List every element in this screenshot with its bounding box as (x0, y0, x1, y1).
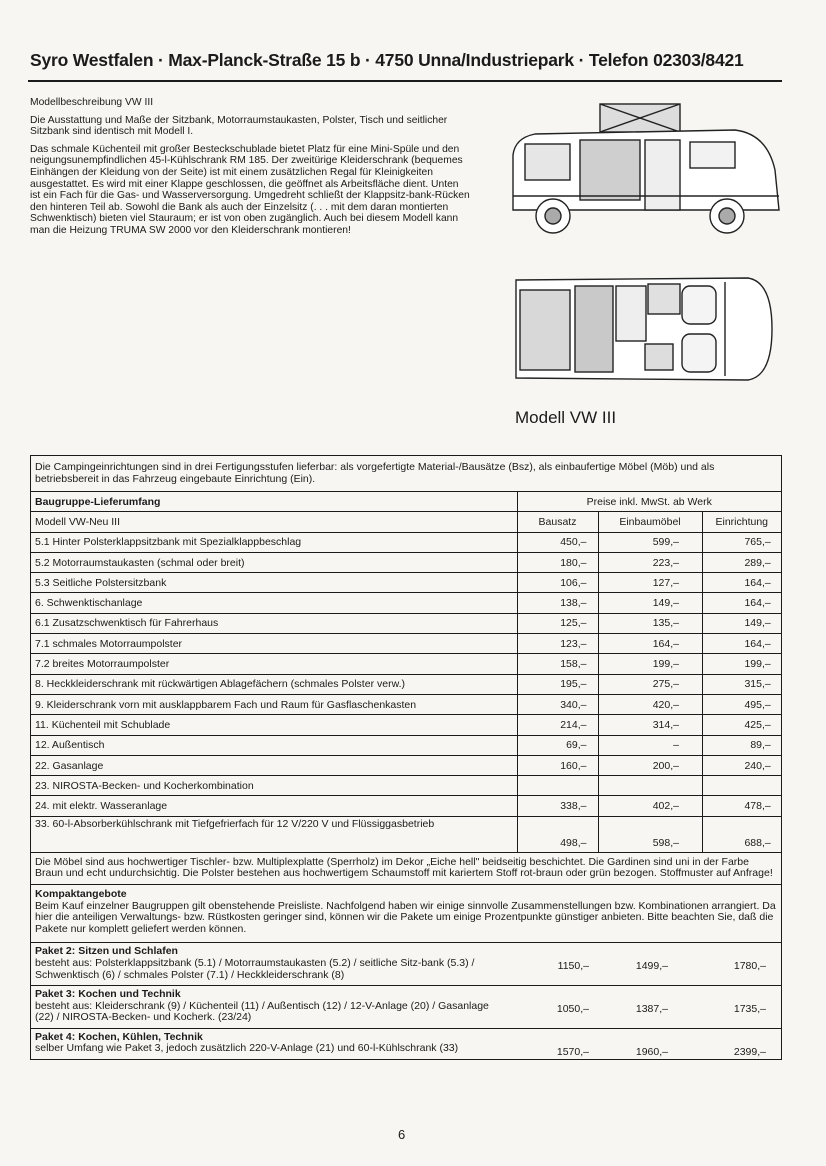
price-bausatz: 340,– (560, 698, 587, 711)
price-einrichtung: 164,– (744, 637, 771, 650)
table-header-row (31, 492, 781, 512)
price-einbaumoebel: 599,– (652, 536, 679, 549)
paket-price-einbaumoebel: 1387,– (635, 1003, 668, 1016)
price-einrichtung: 425,– (744, 718, 771, 731)
price-bausatz: 125,– (560, 617, 587, 630)
price-bausatz: 498,– (560, 836, 587, 849)
row-label: 7.1 schmales Motorraumpolster (31, 634, 517, 654)
paket-text: besteht aus: Kleiderschrank (9) / Küchenteil (11) / Außentisch (12) / 12-V-Anlage (20) / Gasanlage (22) / NIROSTA-Becken- und Kocherk. (23/24) (35, 999, 489, 1024)
description-title: Modellbeschreibung VW III (30, 97, 154, 108)
description-paragraph-1: Die Ausstattung und Maße der Sitzbank, Motorraumstaukasten, Polster, Tisch und seitlicher Sitzbank sind identisch mit Modell I. (30, 114, 448, 138)
column-header-bausatz: Bausatz (517, 512, 598, 532)
paket-3 (31, 985, 781, 1028)
price-bausatz: 195,– (560, 678, 587, 691)
paket-title: Paket 3: Kochen und Technik (35, 988, 181, 1001)
price-einrichtung: 495,– (744, 698, 771, 711)
column-header-einrichtung: Einrichtung (702, 512, 781, 532)
row-label: 5.2 Motorraumstaukasten (schmal oder breit) (31, 552, 517, 572)
price-einrichtung: 164,– (744, 576, 771, 589)
row-label: 22. Gasanlage (31, 755, 517, 775)
price-einrichtung: 688,– (744, 836, 771, 849)
table-row (31, 796, 781, 816)
description-paragraph-2: Das schmale Küchenteil mit großer Besteckschublade bietet Platz für eine Mini-Spüle und den neigungsunempfindlichen 45-l-Kühlschrank RM 185. Der zweitürige Kleiderschrank (bequemes Einhängen der Kleidung von der Seite) ist mit einem zusätzlichen Regal für Kleinigkeiten ausgestattet. Es wird mit einer Klappe geschlossen, die geöffnet als Arbeitsfläche dient. Unten ist ein Fach für die Gas- und Wasserversorgung. Umgedreht schließt der Klappsitz-bank-Rücken den hinteren Teil ab. Sowohl die Bank als auch der Einzelsitz (. . . mit dem daran montierten Schwenktisch) bieten viel Stauraum; er ist von oben zugänglich. Auch bei diesem Modell kann man die Heizung TRUMA SW 2000 vor den Kleiderschrank montieren! (30, 143, 470, 236)
kompakt-text: Beim Kauf einzelner Baugruppen gilt obenstehende Preisliste. Nachfolgend haben wir einige sinnvolle Zusammenstellungen bzw. Kombinationen arrangiert. Da hier die anteiligen Verwaltungs- bzw. Rüstkosten geringer sind, können wir die Pakete um einige Prozentpunkte günstiger anbieten. Bitte beachten Sie, daß die Pakete nur komplett geliefert werden können. (35, 899, 776, 935)
column-header-einbaumoebel: Einbaumöbel (598, 512, 702, 532)
price-einbaumoebel: – (673, 739, 679, 752)
paket-price-einbaumoebel: 1499,– (635, 960, 668, 973)
table-column-header-row (31, 512, 781, 532)
row-label: 7.2 breites Motorraumpolster (31, 654, 517, 674)
price-bausatz: 69,– (566, 739, 587, 752)
model-label: Modell VW III (515, 408, 617, 427)
paket-text: selber Umfang wie Paket 3, jedoch zusätzlich 220-V-Anlage (21) und 60-l-Kühlschrank (33) (35, 1042, 459, 1055)
price-einrichtung: 89,– (750, 739, 771, 752)
price-einbaumoebel: 135,– (652, 617, 679, 630)
paket-2 (31, 942, 781, 985)
header-rule (28, 80, 782, 82)
paket-price-einrichtung: 1735,– (733, 1003, 766, 1016)
row-label: 5.3 Seitliche Polstersitzbank (31, 573, 517, 593)
price-einbaumoebel: 127,– (652, 576, 679, 589)
row-label: 9. Kleiderschrank vorn mit ausklappbarem Fach und Raum für Gasflaschenkasten (31, 694, 517, 714)
price-einbaumoebel: 275,– (652, 678, 679, 691)
row-label: 12. Außentisch (31, 735, 517, 755)
price-table (31, 492, 781, 852)
model-description (30, 97, 470, 243)
price-bausatz: 214,– (560, 718, 587, 731)
kompakt-title: Kompaktangebote (35, 887, 127, 900)
price-einbaumoebel: 598,– (652, 836, 679, 849)
paket-price-einbaumoebel: 1960,– (635, 1045, 668, 1058)
table-row (31, 735, 781, 755)
paket-text: besteht aus: Polsterklappsitzbank (5.1) / Motorraumstaukasten (5.2) / seitliche Sitz-bank (5.3) / Schwenktisch (6) / schmales Polster (7.1) / Heckkleiderschrank (8) (35, 956, 475, 981)
paket-price-einrichtung: 1780,– (733, 960, 766, 973)
table-row (31, 674, 781, 694)
price-einbaumoebel: 402,– (652, 800, 679, 813)
kompakt-section (31, 884, 781, 942)
price-einrichtung: 240,– (744, 759, 771, 772)
table-intro: Die Campingeinrichtungen sind in drei Fertigungsstufen lieferbar: als vorgefertigte Material-/Bausätze (Bsz), als einbaufertige Möbel (Möb) und als betriebsbereit in das Fahrzeug eingebaute Einrichtung (Ein). (31, 456, 781, 492)
row-label: 8. Heckkleiderschrank mit rückwärtigen Ablagefächern (schmales Polster verw.) (31, 674, 517, 694)
table-row (31, 532, 781, 552)
price-bausatz: 106,– (560, 576, 587, 589)
table-row (31, 694, 781, 714)
paket-price-einrichtung: 2399,– (733, 1045, 766, 1058)
company-header: Syro Westfalen · Max-Planck-Straße 15 b · 4750 Unna/Industriepark · Telefon 02303/8421 (30, 50, 744, 70)
van-side-view-illustration (505, 100, 785, 250)
paket-title: Paket 2: Sitzen und Schlafen (35, 945, 178, 958)
row-label: 5.1 Hinter Polsterklappsitzbank mit Spezialklappbeschlag (31, 532, 517, 552)
price-einrichtung: 289,– (744, 556, 771, 569)
price-einbaumoebel: 420,– (652, 698, 679, 711)
price-bausatz: 158,– (560, 658, 587, 671)
row-label: 11. Küchenteil mit Schublade (31, 715, 517, 735)
model-row-label: Modell VW-Neu III (31, 512, 517, 532)
row-label: 33. 60-l-Absorberkühlschrank mit Tiefgefrierfach für 12 V/220 V und Flüssiggasbetrieb (31, 816, 517, 852)
table-row (31, 816, 781, 852)
page-number: 6 (398, 1127, 406, 1142)
price-einbaumoebel: 149,– (652, 597, 679, 610)
price-bausatz: 338,– (560, 800, 587, 813)
price-table-box (30, 455, 782, 1060)
material-note: Die Möbel sind aus hochwertiger Tischler- bzw. Multiplexplatte (Sperrholz) im Dekor „Eiche hell" beidseitig beschichtet. Die Gardinen sind uni in der Farbe Braun und echt undurchsichtig. Die Polster bestehen aus hochwertigem Schaumstoff mit kariertem Stoff rot-braun oder grün bezogen. Stoffmuster auf Anfrage! (31, 852, 781, 884)
price-einbaumoebel: 223,– (652, 556, 679, 569)
row-label: 6.1 Zusatzschwenktisch für Fahrerhaus (31, 613, 517, 633)
paket-price-bausatz: 1150,– (557, 960, 589, 973)
table-row (31, 654, 781, 674)
table-row (31, 613, 781, 633)
price-einbaumoebel: 164,– (652, 637, 679, 650)
price-einbaumoebel: 199,– (652, 658, 679, 671)
table-row (31, 715, 781, 735)
price-einbaumoebel: 200,– (652, 759, 679, 772)
price-einrichtung: 199,– (744, 658, 771, 671)
paket-4 (31, 1028, 781, 1059)
price-einrichtung: 478,– (744, 800, 771, 813)
price-bausatz: 123,– (560, 637, 587, 650)
row-label: 24. mit elektr. Wasseranlage (31, 796, 517, 816)
price-einrichtung: 765,– (744, 536, 771, 549)
price-einbaumoebel: 314,– (652, 718, 679, 731)
table-row (31, 573, 781, 593)
price-bausatz: 180,– (560, 556, 587, 569)
table-row (31, 634, 781, 654)
paket-price-bausatz: 1570,– (556, 1045, 589, 1058)
table-row (31, 552, 781, 572)
price-bausatz: 138,– (560, 597, 587, 610)
price-bausatz: 160,– (560, 759, 587, 772)
group-header: Baugruppe-Lieferumfang (35, 495, 161, 508)
table-row (31, 593, 781, 613)
price-einrichtung: 149,– (744, 617, 771, 630)
paket-price-bausatz: 1050,– (556, 1003, 589, 1016)
row-label: 6. Schwenktischanlage (31, 593, 517, 613)
table-row (31, 776, 781, 796)
table-row (31, 755, 781, 775)
paket-title: Paket 4: Kochen, Kühlen, Technik (35, 1030, 203, 1043)
price-einrichtung: 164,– (744, 597, 771, 610)
price-bausatz: 450,– (560, 536, 587, 549)
price-einrichtung: 315,– (744, 678, 771, 691)
van-top-view-illustration (510, 272, 775, 387)
row-label: 23. NIROSTA-Becken- und Kocherkombination (31, 776, 517, 796)
price-header: Preise inkl. MwSt. ab Werk (517, 492, 781, 512)
